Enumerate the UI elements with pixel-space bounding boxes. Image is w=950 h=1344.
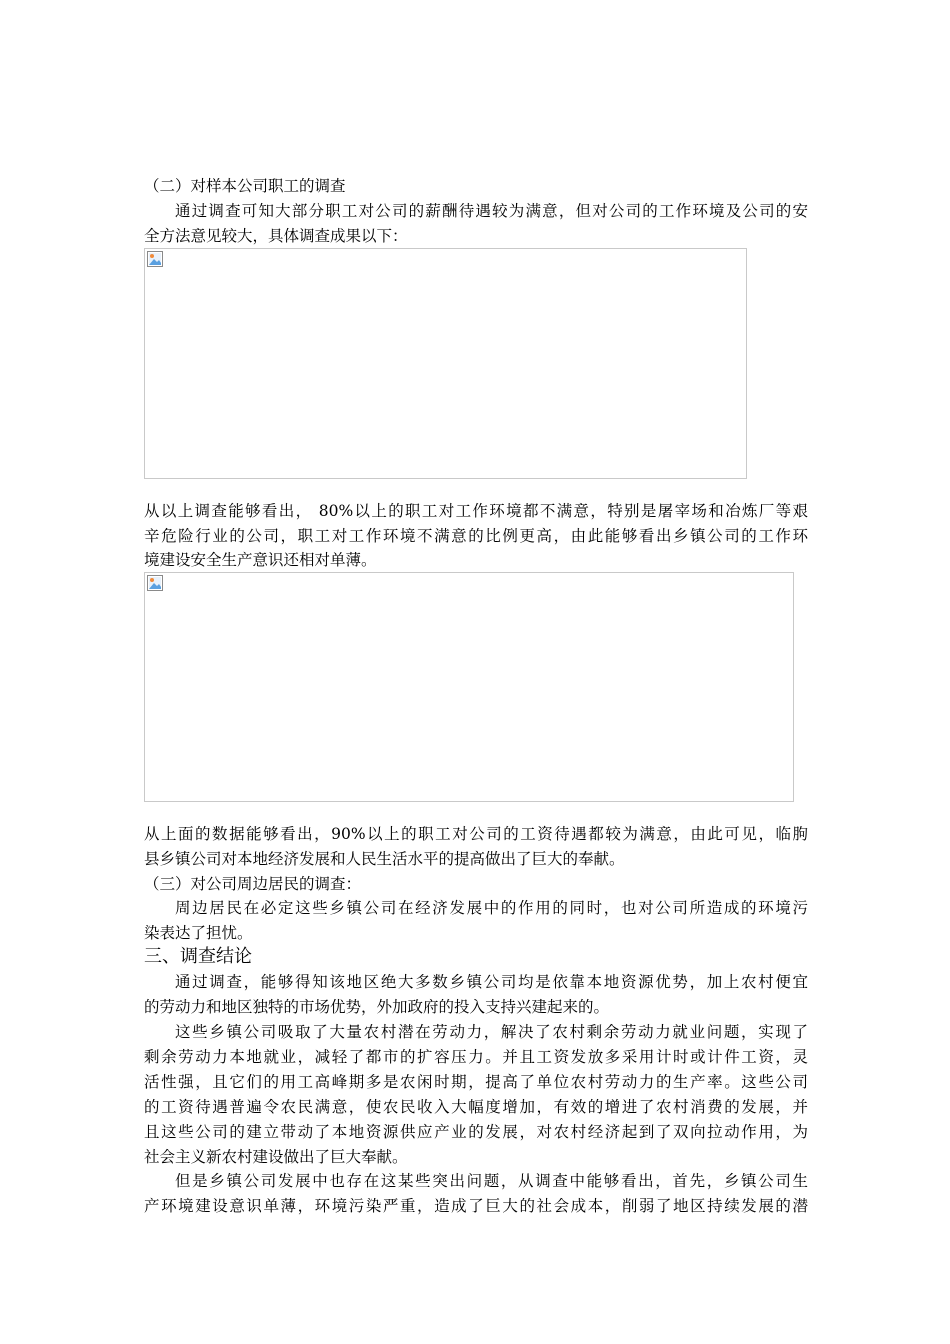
broken-image-icon (147, 251, 163, 267)
paragraph-6-line-1: 这些乡镇公司吸取了大量农村潜在劳动力，解决了农村剩余劳动力就业问题，实现了 (175, 1023, 808, 1041)
section-3-heading: （三）对公司周边居民的调查： (144, 875, 362, 893)
paragraph-6-line-2: 剩余劳动力本地就业，减轻了都市的扩容压力。并且工资发放多采用计时或计件工资，灵 (144, 1048, 808, 1066)
paragraph-2-line-3: 境建设安全生产意识还相对单薄。 (144, 551, 377, 569)
paragraph-3-line-1: 从上面的数据能够看出，90%以上的职工对公司的工资待遇都较为满意，由此可见，临朐 (144, 825, 808, 843)
paragraph-7-line-2: 产环境建设意识单薄，环境污染严重，造成了巨大的社会成本，削弱了地区持续发展的潜 (144, 1197, 808, 1215)
paragraph-4-line-1: 周边居民在必定这些乡镇公司在经济发展中的作用的同时，也对公司所造成的环境污 (175, 899, 808, 917)
paragraph-5-line-2: 的劳动力和地区独特的市场优势，外加政府的投入支持兴建起来的。 (144, 998, 610, 1016)
paragraph-6-line-6: 社会主义新农村建设做出了巨大奉献。 (144, 1148, 408, 1166)
paragraph-2-line-1: 从以上调查能够看出， 80%以上的职工对工作环境都不满意，特别是屠宰场和冶炼厂等艰 (144, 502, 808, 520)
paragraph-3-line-2: 县乡镇公司对本地经济发展和人民生活水平的提高做出了巨大的奉献。 (144, 850, 625, 868)
broken-image-placeholder-2 (144, 572, 794, 802)
paragraph-6-line-5: 且这些公司的建立带动了本地资源供应产业的发展，对农村经济起到了双向拉动作用，为 (144, 1123, 808, 1141)
paragraph-6-line-4: 的工资待遇普遍令农民满意，使农民收入大幅度增加，有效的增进了农村消费的发展，并 (144, 1098, 808, 1116)
section-2-heading: （二）对样本公司职工的调查 (144, 177, 346, 195)
chapter-3-heading: 三、调查结论 (144, 946, 252, 967)
paragraph-6-line-3: 活性强，且它们的用工高峰期多是农闲时期，提高了单位农村劳动力的生产率。这些公司 (144, 1073, 808, 1091)
paragraph-1-line-2: 全方法意见较大，具体调查成果以下： (144, 227, 408, 245)
paragraph-1-line-1: 通过调查可知大部分职工对公司的薪酬待遇较为满意，但对公司的工作环境及公司的安 (175, 202, 808, 220)
paragraph-2-line-2: 辛危险行业的公司，职工对工作环境不满意的比例更高，由此能够看出乡镇公司的工作环 (144, 527, 808, 545)
paragraph-4-line-2: 染表达了担忧。 (144, 924, 253, 942)
paragraph-5-line-1: 通过调查，能够得知该地区绝大多数乡镇公司均是依靠本地资源优势，加上农村便宜 (175, 973, 808, 991)
broken-image-placeholder-1 (144, 248, 747, 479)
broken-image-icon (147, 575, 163, 591)
paragraph-7-line-1: 但是乡镇公司发展中也存在这某些突出问题，从调查中能够看出，首先，乡镇公司生 (175, 1172, 808, 1190)
